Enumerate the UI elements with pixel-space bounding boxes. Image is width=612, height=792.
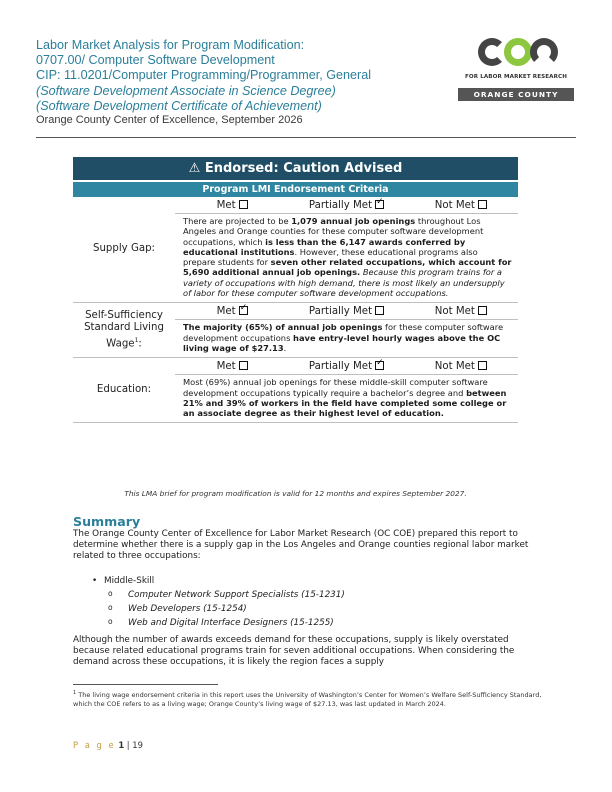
criteria-text: The majority (65%) of annual job openings for these computer software development occupations have entry-level hourly wages above the OC living wage of $27.13.: [183, 322, 504, 353]
lmi-endorsement-table: [73, 157, 518, 423]
partial-label: Partially Met: [308, 305, 373, 317]
met-label: Met: [216, 199, 236, 211]
criteria-label: Supply Gap:: [93, 243, 155, 255]
report-date-line: Orange County Center of Excellence, September 2026: [36, 114, 303, 127]
criteria-row-living-wage: [73, 303, 518, 358]
not-met-checkbox: [478, 306, 487, 315]
title-line-2: 0707.00/ Computer Software Development: [36, 53, 275, 68]
criteria-subheading: Program LMI Endorsement Criteria: [73, 182, 518, 197]
met-label: Met: [216, 305, 236, 317]
page-total: 19: [132, 740, 143, 750]
criteria-checks: [175, 358, 518, 375]
criteria-checks: [175, 197, 518, 214]
report-title: [36, 38, 456, 127]
title-line-3: CIP: 11.0201/Computer Programming/Programmer, General: [36, 68, 372, 83]
page-label: P a g e: [73, 740, 116, 750]
summary-heading: Summary: [73, 514, 141, 529]
title-line-4: (Software Development Associate in Science Degree): [36, 83, 336, 98]
page-current: 1: [118, 740, 125, 750]
list-item: • Middle-Skill: [92, 574, 345, 588]
not-met-label: Not Met: [434, 199, 475, 211]
footnote-divider: [73, 684, 218, 685]
occupation-list: [92, 574, 345, 630]
logo-region-band: ORANGE COUNTY: [458, 88, 574, 101]
not-met-label: Not Met: [434, 360, 475, 372]
met-checkbox: [239, 200, 248, 209]
not-met-checkbox: [478, 361, 487, 370]
criteria-checks: [175, 303, 518, 320]
footnote: $^1$ The living wage endorsement criteria in this report uses the University of Washington’s Center for Women’s Welfare Self-Sufficiency Standard, which the COE refers to as a living wage; Orange County’s living wage of $27.13, was last updated in March 2024.: [73, 690, 542, 708]
list-item: o Web and Digital Interface Designers (15-1255): [104, 616, 345, 630]
partial-checkbox: [375, 361, 384, 370]
coe-logo: [456, 38, 576, 102]
endorsement-heading: [73, 157, 518, 180]
partial-checkbox: [375, 200, 384, 209]
summary-paragraph-1: The Orange County Center of Excellence for Labor Market Research (OC COE) prepared this report to determine whether there is a supply gap in the Los Angeles and Orange counties regional labor market related to three occupations:: [73, 529, 529, 561]
list-item: o Web Developers (15-1254): [104, 602, 345, 616]
coe-logo-mark: [478, 38, 558, 68]
criteria-row-education: [73, 358, 518, 423]
not-met-checkbox: [478, 200, 487, 209]
endorsement-status: Endorsed: Caution Advised: [204, 161, 403, 176]
criteria-text: Most (69%) annual job openings for these middle-skill computer software development occupations typically require a bachelor’s degree and between 21% and 39% of workers in the field have completed some college or an associate degree as their highest level of education.: [183, 377, 507, 419]
partial-label: Partially Met: [308, 199, 373, 211]
summary-paragraph-2: Although the number of awards exceeds demand for these occupations, supply is likely overstated because related educational programs train for seven additional occupations. When considering the demand across these occupations, it is likely the region faces a supply: [73, 635, 515, 667]
partial-label: Partially Met: [308, 360, 373, 372]
criteria-label: Self-Sufficiency Standard Living Wage$^1$:: [84, 309, 164, 350]
title-line-5: (Software Development Certificate of Achievement): [36, 98, 322, 113]
met-checkbox: [239, 306, 248, 315]
validity-note: This LMA brief for program modification is valid for 12 months and expires September 2027.: [124, 489, 467, 498]
met-label: Met: [216, 360, 236, 372]
warning-icon: ⚠: [188, 161, 201, 176]
met-checkbox: [239, 361, 248, 370]
criteria-text: There are projected to be 1,079 annual job openings throughout Los Angeles and Orange counties for these computer software development occupations, which is less than the 6,147 awards conferred by educational institutions. However, these educational programs also prepare students for seven other related occupations, which account for 5,690 additional annual job openings. Because this program trains for a variety of occupations with high demand, there is most likely an undersupply of labor for these computer software development occupations.: [183, 216, 512, 299]
page-number: P a g e 1 | 19: [73, 740, 143, 750]
list-item: o Computer Network Support Specialists (15-1231): [104, 588, 345, 602]
criteria-label: Education:: [96, 384, 152, 396]
title-line-1: Labor Market Analysis for Program Modification:: [36, 38, 305, 52]
logo-tagline: FOR LABOR MARKET RESEARCH: [464, 74, 568, 80]
criteria-row-supply-gap: [73, 197, 518, 303]
not-met-label: Not Met: [434, 305, 475, 317]
header-divider: [36, 137, 576, 138]
partial-checkbox: [375, 306, 384, 315]
